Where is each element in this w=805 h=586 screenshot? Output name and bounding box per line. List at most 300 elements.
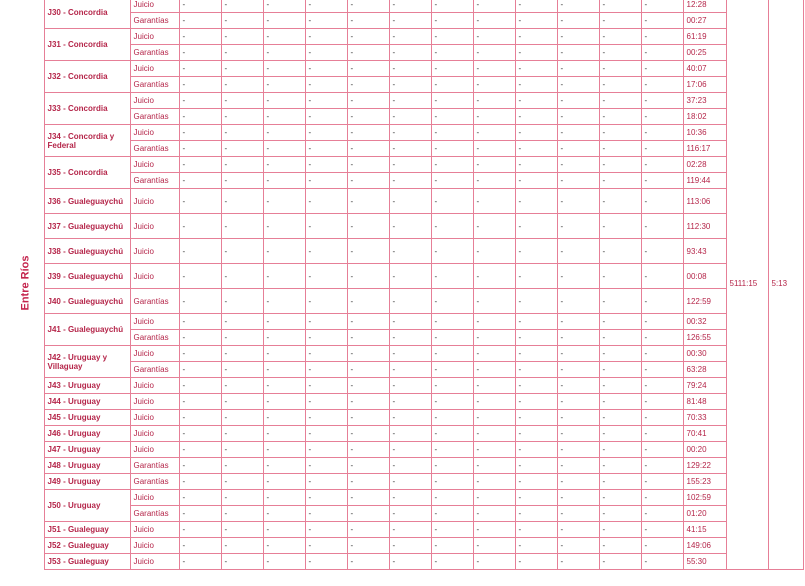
empty-value-cell: - (431, 125, 473, 141)
court-name: J50 - Uruguay (44, 490, 130, 522)
empty-value-cell: - (305, 346, 347, 362)
empty-value-cell: - (179, 93, 221, 109)
court-name: J53 - Gualeguay (44, 554, 130, 570)
empty-value-cell: - (221, 474, 263, 490)
empty-value-cell: - (557, 522, 599, 538)
empty-value-cell: - (389, 189, 431, 214)
empty-value-cell: - (305, 410, 347, 426)
hearing-type: Juicio (130, 490, 179, 506)
empty-value-cell: - (389, 490, 431, 506)
empty-value-cell: - (515, 77, 557, 93)
empty-value-cell: - (263, 45, 305, 61)
court-name: J52 - Gualeguay (44, 538, 130, 554)
empty-value-cell: - (431, 362, 473, 378)
empty-value-cell: - (515, 45, 557, 61)
empty-value-cell: - (221, 77, 263, 93)
empty-value-cell: - (515, 173, 557, 189)
empty-value-cell: - (515, 125, 557, 141)
empty-value-cell: - (641, 13, 683, 29)
empty-value-cell: - (557, 426, 599, 442)
hearing-type: Juicio (130, 394, 179, 410)
empty-value-cell: - (305, 93, 347, 109)
empty-value-cell: - (179, 141, 221, 157)
empty-value-cell: - (641, 458, 683, 474)
empty-value-cell: - (473, 554, 515, 570)
empty-value-cell: - (347, 141, 389, 157)
empty-value-cell: - (515, 362, 557, 378)
empty-value-cell: - (305, 0, 347, 13)
table-row (8, 157, 803, 173)
empty-value-cell: - (557, 330, 599, 346)
empty-value-cell: - (389, 426, 431, 442)
empty-value-cell: - (347, 239, 389, 264)
hearing-type: Juicio (130, 189, 179, 214)
empty-value-cell: - (347, 109, 389, 125)
empty-value-cell: - (641, 61, 683, 77)
empty-value-cell: - (431, 141, 473, 157)
empty-value-cell: - (263, 346, 305, 362)
empty-value-cell: - (179, 378, 221, 394)
empty-value-cell: - (431, 214, 473, 239)
table-row (8, 410, 803, 426)
empty-value-cell: - (389, 458, 431, 474)
empty-value-cell: - (389, 29, 431, 45)
empty-value-cell: - (473, 538, 515, 554)
empty-value-cell: - (473, 189, 515, 214)
empty-value-cell: - (347, 189, 389, 214)
duration-cell: 00:27 (683, 13, 726, 29)
empty-value-cell: - (305, 458, 347, 474)
empty-value-cell: - (305, 538, 347, 554)
empty-value-cell: - (431, 458, 473, 474)
empty-value-cell: - (263, 538, 305, 554)
table-row (8, 189, 803, 214)
empty-value-cell: - (473, 522, 515, 538)
empty-value-cell: - (557, 264, 599, 289)
hearing-type: Juicio (130, 214, 179, 239)
table-row (8, 442, 803, 458)
hearing-type: Juicio (130, 0, 179, 13)
table-row (8, 394, 803, 410)
duration-cell: 01:20 (683, 506, 726, 522)
empty-value-cell: - (347, 330, 389, 346)
empty-value-cell: - (473, 442, 515, 458)
empty-value-cell: - (389, 0, 431, 13)
empty-value-cell: - (305, 141, 347, 157)
table-row (8, 538, 803, 554)
table-row (8, 214, 803, 239)
empty-value-cell: - (431, 289, 473, 314)
hearing-type: Juicio (130, 314, 179, 330)
empty-value-cell: - (305, 13, 347, 29)
table-row (8, 522, 803, 538)
empty-value-cell: - (263, 13, 305, 29)
empty-value-cell: - (641, 314, 683, 330)
empty-value-cell: - (473, 490, 515, 506)
empty-value-cell: - (221, 289, 263, 314)
empty-value-cell: - (641, 29, 683, 45)
empty-value-cell: - (263, 214, 305, 239)
empty-value-cell: - (221, 173, 263, 189)
empty-value-cell: - (431, 410, 473, 426)
empty-value-cell: - (221, 239, 263, 264)
empty-value-cell: - (515, 458, 557, 474)
hearing-type: Juicio (130, 346, 179, 362)
empty-value-cell: - (263, 506, 305, 522)
court-name: J45 - Uruguay (44, 410, 130, 426)
empty-value-cell: - (263, 29, 305, 45)
empty-value-cell: - (431, 264, 473, 289)
duration-cell: 149:06 (683, 538, 726, 554)
duration-cell: 00:25 (683, 45, 726, 61)
empty-value-cell: - (557, 13, 599, 29)
empty-value-cell: - (431, 394, 473, 410)
empty-value-cell: - (263, 490, 305, 506)
empty-value-cell: - (263, 330, 305, 346)
empty-value-cell: - (473, 289, 515, 314)
empty-value-cell: - (515, 346, 557, 362)
empty-value-cell: - (473, 506, 515, 522)
empty-value-cell: - (641, 141, 683, 157)
empty-value-cell: - (557, 77, 599, 93)
duration-cell: 40:07 (683, 61, 726, 77)
duration-cell: 10:36 (683, 125, 726, 141)
empty-value-cell: - (389, 109, 431, 125)
empty-value-cell: - (179, 189, 221, 214)
court-name: J34 - Concordia y Federal (44, 125, 130, 157)
duration-cell: 79:24 (683, 378, 726, 394)
region-label: Entre Ríos (19, 255, 32, 311)
empty-value-cell: - (641, 173, 683, 189)
empty-value-cell: - (557, 141, 599, 157)
table-row (8, 554, 803, 570)
duration-cell: 93:43 (683, 239, 726, 264)
empty-value-cell: - (431, 506, 473, 522)
empty-value-cell: - (221, 538, 263, 554)
empty-value-cell: - (389, 538, 431, 554)
empty-value-cell: - (431, 538, 473, 554)
duration-cell: 17:06 (683, 77, 726, 93)
duration-cell: 122:59 (683, 289, 726, 314)
empty-value-cell: - (305, 125, 347, 141)
empty-value-cell: - (263, 362, 305, 378)
empty-value-cell: - (515, 522, 557, 538)
empty-value-cell: - (305, 109, 347, 125)
empty-value-cell: - (347, 157, 389, 173)
duration-cell: 102:59 (683, 490, 726, 506)
empty-value-cell: - (347, 173, 389, 189)
empty-value-cell: - (599, 239, 641, 264)
empty-value-cell: - (641, 554, 683, 570)
empty-value-cell: - (221, 330, 263, 346)
hearing-type: Juicio (130, 538, 179, 554)
empty-value-cell: - (557, 0, 599, 13)
empty-value-cell: - (389, 506, 431, 522)
empty-value-cell: - (431, 346, 473, 362)
empty-value-cell: - (599, 474, 641, 490)
empty-value-cell: - (389, 330, 431, 346)
empty-value-cell: - (599, 490, 641, 506)
empty-value-cell: - (515, 410, 557, 426)
empty-value-cell: - (263, 109, 305, 125)
empty-value-cell: - (515, 394, 557, 410)
empty-value-cell: - (641, 506, 683, 522)
empty-value-cell: - (557, 61, 599, 77)
empty-value-cell: - (305, 522, 347, 538)
empty-value-cell: - (305, 490, 347, 506)
empty-value-cell: - (305, 264, 347, 289)
empty-value-cell: - (347, 490, 389, 506)
empty-value-cell: - (599, 330, 641, 346)
empty-value-cell: - (599, 426, 641, 442)
court-name: J48 - Uruguay (44, 458, 130, 474)
court-name: J41 - Gualeguaychú (44, 314, 130, 346)
empty-value-cell: - (389, 93, 431, 109)
duration-cell: 00:32 (683, 314, 726, 330)
empty-value-cell: - (179, 394, 221, 410)
empty-value-cell: - (557, 314, 599, 330)
hearing-type: Juicio (130, 554, 179, 570)
duration-cell: 12:28 (683, 0, 726, 13)
empty-value-cell: - (263, 61, 305, 77)
empty-value-cell: - (263, 125, 305, 141)
empty-value-cell: - (347, 538, 389, 554)
empty-value-cell: - (557, 29, 599, 45)
empty-value-cell: - (389, 61, 431, 77)
court-name: J33 - Concordia (44, 93, 130, 125)
empty-value-cell: - (179, 0, 221, 13)
empty-value-cell: - (221, 426, 263, 442)
empty-value-cell: - (557, 538, 599, 554)
empty-value-cell: - (347, 426, 389, 442)
empty-value-cell: - (305, 506, 347, 522)
hearing-type: Garantías (130, 362, 179, 378)
empty-value-cell: - (557, 506, 599, 522)
empty-value-cell: - (347, 214, 389, 239)
empty-value-cell: - (599, 13, 641, 29)
empty-value-cell: - (557, 346, 599, 362)
empty-value-cell: - (515, 29, 557, 45)
table-row (8, 289, 803, 314)
hearing-type: Juicio (130, 426, 179, 442)
empty-value-cell: - (347, 314, 389, 330)
hearing-type: Garantías (130, 458, 179, 474)
empty-value-cell: - (473, 362, 515, 378)
empty-value-cell: - (389, 125, 431, 141)
empty-value-cell: - (347, 362, 389, 378)
empty-value-cell: - (305, 362, 347, 378)
table-row (8, 314, 803, 330)
empty-value-cell: - (347, 289, 389, 314)
duration-cell: 00:20 (683, 442, 726, 458)
duration-cell: 112:30 (683, 214, 726, 239)
empty-value-cell: - (305, 314, 347, 330)
duration-cell: 70:33 (683, 410, 726, 426)
empty-value-cell: - (515, 239, 557, 264)
empty-value-cell: - (179, 45, 221, 61)
duration-cell: 81:48 (683, 394, 726, 410)
empty-value-cell: - (557, 125, 599, 141)
empty-value-cell: - (641, 330, 683, 346)
empty-value-cell: - (473, 378, 515, 394)
table-row (8, 93, 803, 109)
empty-value-cell: - (431, 61, 473, 77)
empty-value-cell: - (221, 410, 263, 426)
empty-value-cell: - (557, 490, 599, 506)
region-label-cell (8, 0, 44, 570)
empty-value-cell: - (179, 61, 221, 77)
empty-value-cell: - (641, 474, 683, 490)
duration-cell: 155:23 (683, 474, 726, 490)
empty-value-cell: - (431, 490, 473, 506)
empty-value-cell: - (431, 330, 473, 346)
empty-value-cell: - (515, 189, 557, 214)
empty-value-cell: - (221, 346, 263, 362)
empty-value-cell: - (557, 378, 599, 394)
empty-value-cell: - (221, 362, 263, 378)
empty-value-cell: - (557, 157, 599, 173)
empty-value-cell: - (263, 77, 305, 93)
hearing-type: Garantías (130, 141, 179, 157)
empty-value-cell: - (263, 314, 305, 330)
empty-value-cell: - (389, 264, 431, 289)
hearing-type: Garantías (130, 330, 179, 346)
empty-value-cell: - (305, 554, 347, 570)
empty-value-cell: - (431, 426, 473, 442)
empty-value-cell: - (263, 410, 305, 426)
empty-value-cell: - (179, 362, 221, 378)
empty-value-cell: - (557, 109, 599, 125)
empty-value-cell: - (221, 378, 263, 394)
court-name: J31 - Concordia (44, 29, 130, 61)
empty-value-cell: - (515, 214, 557, 239)
empty-value-cell: - (641, 214, 683, 239)
empty-value-cell: - (179, 442, 221, 458)
empty-value-cell: - (221, 554, 263, 570)
empty-value-cell: - (221, 109, 263, 125)
empty-value-cell: - (179, 538, 221, 554)
court-name: J46 - Uruguay (44, 426, 130, 442)
table-row (8, 378, 803, 394)
empty-value-cell: - (305, 61, 347, 77)
empty-value-cell: - (179, 214, 221, 239)
empty-value-cell: - (305, 289, 347, 314)
empty-value-cell: - (473, 141, 515, 157)
court-name: J44 - Uruguay (44, 394, 130, 410)
empty-value-cell: - (431, 189, 473, 214)
empty-value-cell: - (515, 378, 557, 394)
empty-value-cell: - (263, 239, 305, 264)
empty-value-cell: - (389, 314, 431, 330)
empty-value-cell: - (641, 45, 683, 61)
empty-value-cell: - (179, 29, 221, 45)
empty-value-cell: - (641, 264, 683, 289)
duration-cell: 126:55 (683, 330, 726, 346)
empty-value-cell: - (431, 29, 473, 45)
empty-value-cell: - (305, 426, 347, 442)
table-row (8, 61, 803, 77)
table-row (8, 29, 803, 45)
hearing-type: Juicio (130, 378, 179, 394)
empty-value-cell: - (179, 330, 221, 346)
empty-value-cell: - (557, 474, 599, 490)
empty-value-cell: - (305, 77, 347, 93)
empty-value-cell: - (431, 77, 473, 93)
empty-value-cell: - (473, 109, 515, 125)
empty-value-cell: - (179, 490, 221, 506)
empty-value-cell: - (305, 189, 347, 214)
empty-value-cell: - (179, 410, 221, 426)
empty-value-cell: - (347, 93, 389, 109)
hearing-type: Juicio (130, 61, 179, 77)
table-row (8, 490, 803, 506)
empty-value-cell: - (431, 109, 473, 125)
empty-value-cell: - (179, 314, 221, 330)
empty-value-cell: - (431, 314, 473, 330)
empty-value-cell: - (599, 442, 641, 458)
empty-value-cell: - (305, 29, 347, 45)
empty-value-cell: - (305, 330, 347, 346)
duration-cell: 41:15 (683, 522, 726, 538)
empty-value-cell: - (473, 77, 515, 93)
hearing-type: Garantías (130, 289, 179, 314)
hearing-type: Juicio (130, 264, 179, 289)
empty-value-cell: - (389, 141, 431, 157)
empty-value-cell: - (473, 410, 515, 426)
empty-value-cell: - (599, 362, 641, 378)
empty-value-cell: - (431, 378, 473, 394)
empty-value-cell: - (641, 522, 683, 538)
empty-value-cell: - (389, 214, 431, 239)
empty-value-cell: - (641, 125, 683, 141)
empty-value-cell: - (263, 522, 305, 538)
empty-value-cell: - (641, 442, 683, 458)
empty-value-cell: - (389, 289, 431, 314)
empty-value-cell: - (515, 474, 557, 490)
empty-value-cell: - (347, 61, 389, 77)
empty-value-cell: - (389, 13, 431, 29)
empty-value-cell: - (179, 346, 221, 362)
court-name: J38 - Gualeguaychú (44, 239, 130, 264)
empty-value-cell: - (389, 157, 431, 173)
empty-value-cell: - (515, 442, 557, 458)
empty-value-cell: - (263, 474, 305, 490)
empty-value-cell: - (263, 0, 305, 13)
empty-value-cell: - (515, 554, 557, 570)
hearing-type: Juicio (130, 522, 179, 538)
empty-value-cell: - (179, 13, 221, 29)
hearing-type: Juicio (130, 157, 179, 173)
empty-value-cell: - (599, 77, 641, 93)
duration-cell: 55:30 (683, 554, 726, 570)
court-name: J40 - Gualeguaychú (44, 289, 130, 314)
table-row (8, 125, 803, 141)
empty-value-cell: - (305, 394, 347, 410)
empty-value-cell: - (305, 378, 347, 394)
empty-value-cell: - (557, 239, 599, 264)
hearing-type: Juicio (130, 239, 179, 264)
empty-value-cell: - (599, 289, 641, 314)
empty-value-cell: - (431, 522, 473, 538)
table-row (8, 474, 803, 490)
empty-value-cell: - (179, 506, 221, 522)
empty-value-cell: - (263, 141, 305, 157)
duration-cell: 37:23 (683, 93, 726, 109)
empty-value-cell: - (473, 29, 515, 45)
hearing-type: Juicio (130, 125, 179, 141)
empty-value-cell: - (641, 93, 683, 109)
empty-value-cell: - (347, 522, 389, 538)
